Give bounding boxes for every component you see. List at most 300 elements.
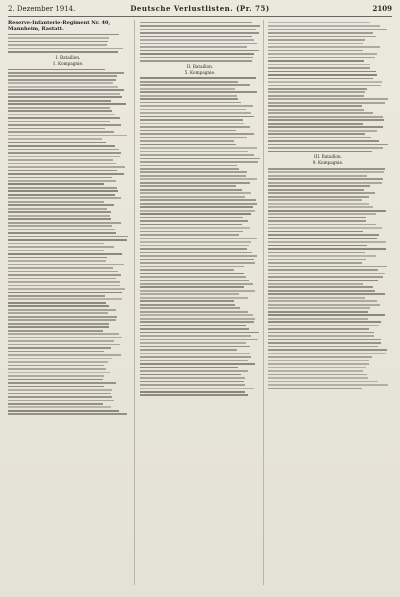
text-line	[8, 225, 112, 227]
text-line	[140, 314, 253, 316]
text-line	[8, 82, 113, 84]
text-line	[140, 189, 242, 191]
text-line	[268, 171, 384, 173]
text-line	[268, 151, 372, 153]
text-line	[268, 175, 367, 177]
text-line	[140, 102, 241, 104]
text-line	[140, 91, 257, 93]
text-line	[8, 121, 110, 123]
text-line	[8, 260, 106, 262]
text-line	[140, 394, 248, 396]
text-line	[8, 107, 110, 109]
text-line	[140, 248, 247, 250]
text-line	[268, 199, 362, 201]
text-line	[8, 358, 112, 360]
column-divider	[263, 20, 264, 585]
text-line	[268, 105, 362, 107]
text-line	[140, 269, 234, 271]
text-line	[8, 379, 103, 381]
text-line	[268, 349, 387, 351]
text-line	[140, 367, 238, 369]
text-line	[268, 304, 380, 306]
text-line	[140, 81, 238, 83]
text-line	[140, 234, 239, 236]
text-line	[140, 356, 251, 358]
text-line	[268, 67, 370, 69]
text-line	[268, 273, 385, 275]
text-line	[268, 88, 367, 90]
text-line	[8, 351, 104, 353]
text-line	[268, 290, 375, 292]
text-line	[8, 93, 120, 95]
text-line	[268, 339, 381, 341]
text-line	[268, 85, 381, 87]
text-line	[268, 95, 364, 97]
text-line	[268, 126, 383, 128]
text-line	[140, 220, 248, 222]
text-line	[140, 335, 251, 337]
text-line	[140, 109, 246, 111]
text-line	[268, 57, 375, 59]
text-line	[268, 123, 363, 125]
text-line	[268, 262, 362, 264]
text-line	[268, 98, 388, 100]
text-line	[140, 388, 254, 390]
text-line	[8, 271, 118, 273]
column-3	[268, 20, 388, 590]
text-line	[268, 29, 387, 31]
text-line	[268, 46, 380, 48]
text-line	[268, 53, 377, 55]
text-line	[268, 206, 373, 208]
text-line	[268, 203, 369, 205]
text-line	[140, 304, 235, 306]
text-line	[8, 319, 116, 321]
text-line	[8, 396, 112, 398]
text-line	[140, 112, 251, 114]
text-line	[140, 297, 248, 299]
text-line	[140, 133, 254, 135]
text-line	[140, 98, 238, 100]
text-line	[268, 307, 370, 309]
text-line	[140, 161, 258, 163]
text-line	[268, 224, 376, 226]
text-line	[140, 391, 245, 393]
text-line	[8, 100, 111, 102]
text-line	[140, 217, 243, 219]
text-line	[140, 300, 234, 302]
text-line	[140, 168, 239, 170]
text-line	[8, 229, 115, 231]
text-line	[8, 79, 116, 81]
text-line	[268, 381, 378, 383]
text-line	[268, 213, 376, 215]
column-2-body-top	[140, 22, 260, 62]
text-line	[8, 330, 103, 332]
section-title: I. Bataillon.	[55, 54, 81, 60]
text-line	[8, 393, 111, 395]
text-line	[140, 328, 249, 330]
column-divider	[134, 20, 135, 585]
text-line	[268, 234, 379, 236]
text-line	[140, 290, 255, 292]
text-line	[268, 286, 373, 288]
text-line	[8, 337, 122, 339]
text-line	[268, 255, 376, 257]
text-line	[268, 25, 380, 27]
text-line	[8, 201, 104, 203]
text-line	[8, 183, 104, 185]
text-line	[8, 375, 104, 377]
text-line	[140, 377, 245, 379]
section-title: III. Bataillon.	[314, 154, 342, 160]
text-line	[8, 267, 113, 269]
text-line	[268, 311, 368, 313]
regiment-heading-location: Mannheim, Rastatt.	[8, 26, 64, 32]
text-line	[8, 149, 119, 151]
text-line	[140, 231, 243, 233]
text-line	[140, 332, 259, 334]
text-line	[8, 382, 116, 384]
text-line	[268, 325, 379, 327]
text-line	[268, 168, 385, 170]
text-line	[140, 116, 254, 118]
text-line	[8, 190, 118, 192]
text-line	[268, 259, 366, 261]
header-page-number: 2109	[372, 4, 392, 13]
text-line	[8, 159, 113, 161]
text-line	[140, 95, 237, 97]
text-line	[140, 32, 259, 34]
text-line	[140, 77, 256, 79]
text-line	[8, 386, 104, 388]
text-line	[140, 273, 244, 275]
text-line	[8, 152, 121, 154]
text-line	[140, 154, 254, 156]
text-line	[268, 74, 377, 76]
text-line	[140, 245, 249, 247]
text-line	[268, 293, 385, 295]
text-line	[140, 321, 254, 323]
text-line	[268, 220, 366, 222]
text-line	[140, 25, 260, 27]
text-line	[140, 130, 236, 132]
text-line	[268, 280, 378, 282]
text-line	[140, 39, 254, 41]
text-line	[140, 88, 235, 90]
text-line	[140, 307, 240, 309]
text-line	[268, 81, 382, 83]
text-line	[268, 360, 369, 362]
text-line	[140, 283, 253, 285]
text-line	[8, 187, 117, 189]
text-line	[268, 78, 373, 80]
text-line	[268, 374, 367, 376]
text-line	[8, 274, 121, 276]
text-line	[8, 208, 107, 210]
text-line	[8, 218, 111, 220]
text-line	[268, 388, 362, 390]
text-line	[140, 203, 257, 205]
text-line	[140, 22, 252, 24]
text-line	[8, 180, 116, 182]
text-line	[268, 71, 376, 73]
text-line	[268, 238, 377, 240]
text-line	[268, 147, 383, 149]
column-2	[140, 20, 260, 590]
text-line	[8, 51, 118, 53]
text-line	[140, 192, 251, 194]
text-line	[268, 342, 381, 344]
text-line	[8, 326, 109, 328]
text-line	[8, 368, 106, 370]
text-line	[140, 140, 234, 142]
text-line	[268, 377, 368, 379]
text-line	[268, 297, 365, 299]
header-date: 2. Dezember 1914.	[8, 5, 76, 13]
text-line	[8, 372, 110, 374]
text-line	[8, 406, 111, 408]
text-line	[8, 361, 108, 363]
text-line	[140, 178, 257, 180]
text-line	[8, 389, 112, 391]
text-line	[268, 210, 386, 212]
text-line	[268, 116, 383, 118]
text-line	[268, 269, 378, 271]
text-line	[8, 222, 121, 224]
text-line	[8, 413, 127, 415]
text-line	[140, 238, 257, 240]
text-line	[140, 339, 258, 341]
text-line	[140, 50, 259, 52]
text-line	[268, 130, 377, 132]
text-line	[268, 140, 379, 142]
text-line	[268, 39, 365, 41]
text-line	[140, 342, 246, 344]
text-line	[8, 177, 112, 179]
text-line	[268, 217, 366, 219]
text-line	[268, 22, 370, 24]
text-line	[8, 44, 107, 46]
text-line	[8, 232, 116, 234]
text-line	[8, 37, 109, 39]
text-line	[268, 102, 385, 104]
text-line	[140, 276, 246, 278]
text-line	[8, 354, 121, 356]
text-line	[8, 138, 102, 140]
text-line	[140, 36, 252, 38]
text-line	[8, 131, 114, 133]
text-line	[8, 257, 107, 259]
text-line	[140, 196, 245, 198]
text-line	[140, 353, 250, 355]
text-line	[8, 246, 114, 248]
header-rule	[8, 16, 392, 17]
text-line	[8, 305, 109, 307]
text-line	[140, 349, 237, 351]
text-line	[8, 253, 122, 255]
text-line	[268, 133, 365, 135]
text-line	[8, 114, 115, 116]
subsection-title: 1. Kompagnie.	[52, 60, 84, 66]
text-line	[8, 166, 125, 168]
text-line	[8, 344, 120, 346]
text-line	[140, 46, 247, 48]
subsection-title: 5. Kompagnie.	[184, 69, 216, 75]
text-line	[8, 194, 115, 196]
text-line	[8, 250, 104, 252]
text-line	[268, 112, 373, 114]
text-line	[140, 119, 243, 121]
text-line	[140, 29, 256, 31]
text-line	[268, 276, 383, 278]
text-line	[140, 374, 241, 376]
text-line	[8, 309, 116, 311]
text-line	[8, 236, 128, 238]
text-line	[140, 137, 247, 139]
text-line	[140, 318, 255, 320]
text-line	[8, 204, 114, 206]
text-line	[8, 285, 120, 287]
text-line	[140, 182, 250, 184]
text-line	[140, 147, 257, 149]
text-line	[140, 346, 250, 348]
text-line	[268, 283, 363, 285]
text-line	[8, 75, 117, 77]
text-line	[268, 252, 365, 254]
regiment-heading: Reserve-Infanterie-Regiment Nr. 40,	[8, 20, 111, 26]
text-line	[140, 241, 251, 243]
text-line	[268, 182, 382, 184]
text-line	[268, 64, 370, 66]
text-line	[8, 278, 116, 280]
text-line	[8, 340, 114, 342]
text-line	[140, 252, 252, 254]
text-line	[8, 298, 122, 300]
text-line	[268, 178, 383, 180]
text-line	[8, 333, 119, 335]
text-line	[268, 231, 363, 233]
text-line	[8, 89, 124, 91]
text-line	[268, 332, 374, 334]
text-line	[268, 328, 369, 330]
text-line	[140, 363, 255, 365]
text-line	[268, 91, 365, 93]
text-line	[140, 227, 250, 229]
section-title: II. Bataillon.	[186, 63, 214, 69]
column-1	[8, 20, 128, 590]
text-line	[140, 206, 253, 208]
text-line	[268, 109, 364, 111]
text-line	[140, 280, 249, 282]
column-3-body-top	[268, 22, 388, 153]
text-line	[140, 175, 246, 177]
text-line	[268, 119, 384, 121]
text-line	[268, 318, 368, 320]
text-line	[8, 264, 124, 266]
text-line	[8, 323, 109, 325]
text-line	[140, 325, 246, 327]
text-line	[8, 163, 116, 165]
text-line	[8, 117, 120, 119]
text-line	[140, 60, 252, 62]
text-line	[8, 103, 126, 105]
text-line	[8, 110, 112, 112]
text-line	[268, 196, 369, 198]
text-line	[268, 335, 374, 337]
text-line	[8, 211, 111, 213]
text-line	[8, 215, 110, 217]
text-line	[8, 145, 115, 147]
text-line	[140, 185, 236, 187]
text-line	[268, 32, 373, 34]
text-line	[268, 144, 388, 146]
text-line	[140, 144, 236, 146]
text-line	[140, 171, 247, 173]
text-line	[8, 48, 123, 50]
header-title: Deutsche Verlustlisten. (Pr. 75)	[130, 4, 270, 13]
text-line	[140, 165, 237, 167]
text-line	[268, 363, 369, 365]
text-line	[140, 293, 239, 295]
text-line	[8, 347, 111, 349]
text-line	[268, 321, 381, 323]
text-line	[268, 192, 375, 194]
text-line	[8, 142, 106, 144]
text-line	[8, 281, 120, 283]
text-line	[140, 57, 253, 59]
text-line	[140, 224, 242, 226]
text-line	[268, 245, 367, 247]
text-line	[8, 243, 104, 245]
text-line	[8, 400, 114, 402]
column-2-body	[140, 77, 260, 396]
text-line	[140, 151, 248, 153]
text-line	[268, 370, 363, 372]
text-line	[8, 72, 124, 74]
text-line	[268, 227, 382, 229]
text-line	[8, 173, 124, 175]
text-line	[8, 288, 125, 290]
text-line	[8, 295, 105, 297]
text-line	[140, 255, 257, 257]
text-line	[8, 292, 122, 294]
text-line	[8, 41, 108, 43]
text-line	[140, 126, 250, 128]
text-line	[140, 210, 255, 212]
column-3-body	[268, 168, 388, 389]
text-line	[140, 53, 254, 55]
text-line	[8, 302, 106, 304]
text-line	[268, 50, 363, 52]
text-line	[8, 86, 118, 88]
text-line	[140, 43, 257, 45]
text-line	[140, 266, 244, 268]
text-line	[268, 367, 366, 369]
column-1-body	[8, 69, 128, 416]
text-line	[140, 213, 251, 215]
text-line	[8, 135, 127, 137]
text-line	[140, 381, 244, 383]
text-line	[140, 259, 254, 261]
text-line	[140, 370, 248, 372]
text-line	[268, 185, 370, 187]
text-line	[140, 199, 256, 201]
text-line	[140, 286, 244, 288]
text-line	[8, 312, 108, 314]
text-line	[8, 34, 119, 36]
text-line	[268, 248, 386, 250]
